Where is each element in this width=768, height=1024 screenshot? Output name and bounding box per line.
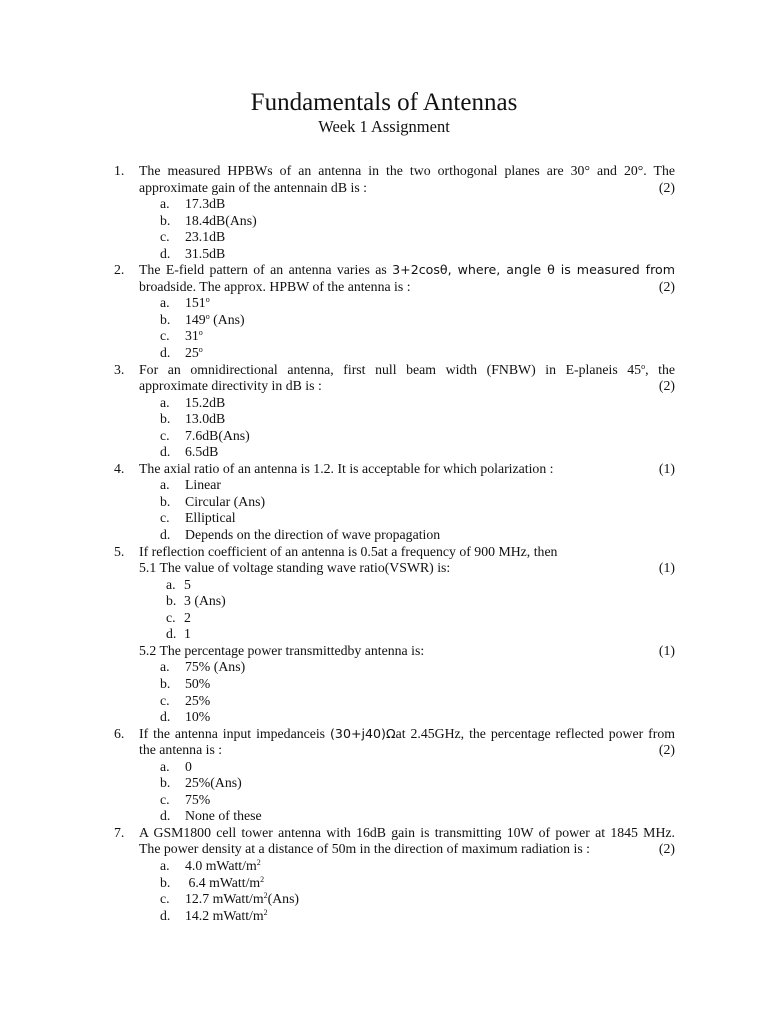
question-7 <box>0 825 768 842</box>
option-label: b. <box>160 311 171 327</box>
option-text: 18.4dB(Ans) <box>185 212 257 228</box>
sub-question-5-1 <box>0 560 768 577</box>
option-label: d. <box>160 808 171 824</box>
option-text: 10% <box>185 709 211 725</box>
option-text: Linear <box>185 477 222 493</box>
option-text: None of these <box>185 808 262 824</box>
question-marks: (2) <box>658 742 675 758</box>
option-label: c. <box>166 609 176 625</box>
option-label: d. <box>160 907 171 923</box>
option-text: 25% <box>185 692 211 708</box>
option-label: d. <box>160 345 171 361</box>
question-text: The E-field pattern of an antenna varies as 3+2cosθ, where, angle θ is measured from <box>139 262 675 278</box>
option <box>0 858 768 875</box>
question-number: 5. <box>114 543 125 559</box>
question-text: The measured HPBWs of an antenna in the two orthogonal planes are 30° and 20°. The <box>139 163 675 178</box>
question-marks: (2) <box>658 278 675 294</box>
option-label: a. <box>160 659 170 675</box>
question-marks: (2) <box>658 179 675 195</box>
option-text: 75% (Ans) <box>185 659 246 675</box>
option-text: 3 (Ans) <box>184 593 226 609</box>
option-text: 7.6dB(Ans) <box>185 427 250 443</box>
option <box>0 610 768 627</box>
question-1 <box>0 163 768 180</box>
option <box>0 494 768 511</box>
option-label: c. <box>160 791 170 807</box>
option-label: c. <box>160 328 170 344</box>
option-text: 6.4 mWatt/$m^2$ <box>185 874 265 890</box>
question-text: If reflection coefficient of an antenna is 0.5at a frequency of 900 MHz, then <box>139 543 558 559</box>
option-text: 25$^o$ <box>185 345 203 361</box>
question-number: 2. <box>114 262 125 278</box>
page-subtitle: Week 1 Assignment <box>318 117 450 136</box>
option <box>0 577 768 594</box>
option-label: a. <box>166 576 176 592</box>
option-text: 31$^o$ <box>185 328 203 344</box>
option <box>0 510 768 527</box>
option-label: a. <box>160 857 170 873</box>
option-text: Circular (Ans) <box>185 493 266 509</box>
question-text: For an omnidirectional antenna, first null beam width (FNBW) in E-planeis 45$^o$, the <box>139 361 675 377</box>
option-label: a. <box>160 394 170 410</box>
option <box>0 477 768 494</box>
question-4 <box>0 461 768 478</box>
question-text: approximate gain of the antennain dB is : <box>139 179 367 195</box>
option-text: 149$^o$ (Ans) <box>185 311 245 327</box>
option-label: c. <box>160 891 170 907</box>
option-text: Depends on the direction of wave propagation <box>185 527 441 543</box>
question-marks: (1) <box>658 460 675 476</box>
option-text: 151$^o$ <box>185 295 210 311</box>
option-label: d. <box>160 527 171 543</box>
option-text: 17.3dB <box>185 196 226 212</box>
option <box>0 792 768 809</box>
question-number: 3. <box>114 361 125 377</box>
option-label: b. <box>160 212 171 228</box>
option <box>0 659 768 676</box>
option <box>0 345 768 362</box>
option-text: 6.5dB <box>185 444 219 460</box>
option-text: 4.0 mWatt/$m^2$ <box>185 857 261 873</box>
option <box>0 395 768 412</box>
option-text: 75% <box>185 791 211 807</box>
sub-question-text: 5.2 The percentage power transmittedby antenna is: <box>139 642 425 658</box>
option <box>0 759 768 776</box>
option <box>0 312 768 329</box>
formula: (30+j40)Ω <box>330 725 396 741</box>
option-text: 25%(Ans) <box>185 775 242 791</box>
question-marks: (2) <box>658 378 675 394</box>
question-text: the antenna is : <box>139 742 223 758</box>
option <box>0 676 768 693</box>
option <box>0 626 768 643</box>
option <box>0 229 768 246</box>
formula: 3+2cosθ, where, angle θ is measured from <box>392 262 675 278</box>
option-label: a. <box>160 477 170 493</box>
question-3 <box>0 362 768 379</box>
question-number: 4. <box>114 460 125 476</box>
option-text: 0 <box>185 758 192 774</box>
option <box>0 196 768 213</box>
option <box>0 246 768 263</box>
option <box>0 213 768 230</box>
option <box>0 908 768 925</box>
question-marks: (2) <box>658 841 675 857</box>
question-text: The axial ratio of an antenna is 1.2. It is acceptable for which polarization : <box>139 460 554 476</box>
option <box>0 428 768 445</box>
option-text: 14.2 mWatt/$m^2$ <box>185 907 268 923</box>
option <box>0 411 768 428</box>
question-5 <box>0 544 768 561</box>
option-label: d. <box>160 245 171 261</box>
option-text: 2 <box>184 609 191 625</box>
option-label: d. <box>160 444 171 460</box>
option-text: 15.2dB <box>185 394 226 410</box>
sub-question-5-2 <box>0 643 768 660</box>
option <box>0 891 768 908</box>
question-text: broadside. The approx. HPBW of the antenna is : <box>139 278 411 294</box>
question-text: A GSM1800 cell tower antenna with 16dB gain is transmitting 10W of power at 1845 MHz. <box>139 824 675 840</box>
option <box>0 875 768 892</box>
option-label: b. <box>160 775 171 791</box>
question-number: 1. <box>114 163 125 178</box>
option-label: d. <box>160 709 171 725</box>
option-label: b. <box>160 675 171 691</box>
question-marks: (1) <box>658 642 675 658</box>
option-text: 50% <box>185 675 211 691</box>
question-6 <box>0 726 768 743</box>
option <box>0 808 768 825</box>
option-label: c. <box>160 692 170 708</box>
option-label: b. <box>160 493 171 509</box>
option <box>0 444 768 461</box>
option-label: b. <box>160 874 171 890</box>
question-number: 6. <box>114 725 125 741</box>
option <box>0 709 768 726</box>
option-text: Elliptical <box>185 510 236 526</box>
option <box>0 328 768 345</box>
question-text: approximate directivity in dB is : <box>139 378 322 394</box>
option <box>0 693 768 710</box>
option <box>0 295 768 312</box>
question-text: If the antenna input impedanceis (30+j40)Ωat 2.45GHz, the percentage reflected power from <box>139 725 676 741</box>
option-text: 23.1dB <box>185 229 226 245</box>
question-marks: (1) <box>658 560 675 576</box>
question-number: 7. <box>114 824 125 840</box>
page-title: Fundamentals of Antennas <box>250 89 518 116</box>
option-text: 1 <box>184 626 191 642</box>
option <box>0 593 768 610</box>
option-label: c. <box>160 510 170 526</box>
option-text: 13.0dB <box>185 411 226 427</box>
option <box>0 527 768 544</box>
option-label: a. <box>160 295 170 311</box>
option-text: 5 <box>184 576 191 592</box>
option-text: 12.7 mWatt/$m^2(Ans)$ <box>185 891 300 907</box>
question-2 <box>0 262 768 279</box>
option-label: a. <box>160 758 170 774</box>
option <box>0 775 768 792</box>
option-label: d. <box>166 626 177 642</box>
option-label: a. <box>160 196 170 212</box>
sub-question-text: 5.1 The value of voltage standing wave ratio(VSWR) is: <box>139 560 451 576</box>
question-list <box>0 163 768 924</box>
option-label: b. <box>166 593 177 609</box>
option-label: c. <box>160 229 170 245</box>
option-label: c. <box>160 427 170 443</box>
question-text: The power density at a distance of 50m in the direction of maximum radiation is : <box>139 841 590 857</box>
option-text: 31.5dB <box>185 245 226 261</box>
option-label: b. <box>160 411 171 427</box>
